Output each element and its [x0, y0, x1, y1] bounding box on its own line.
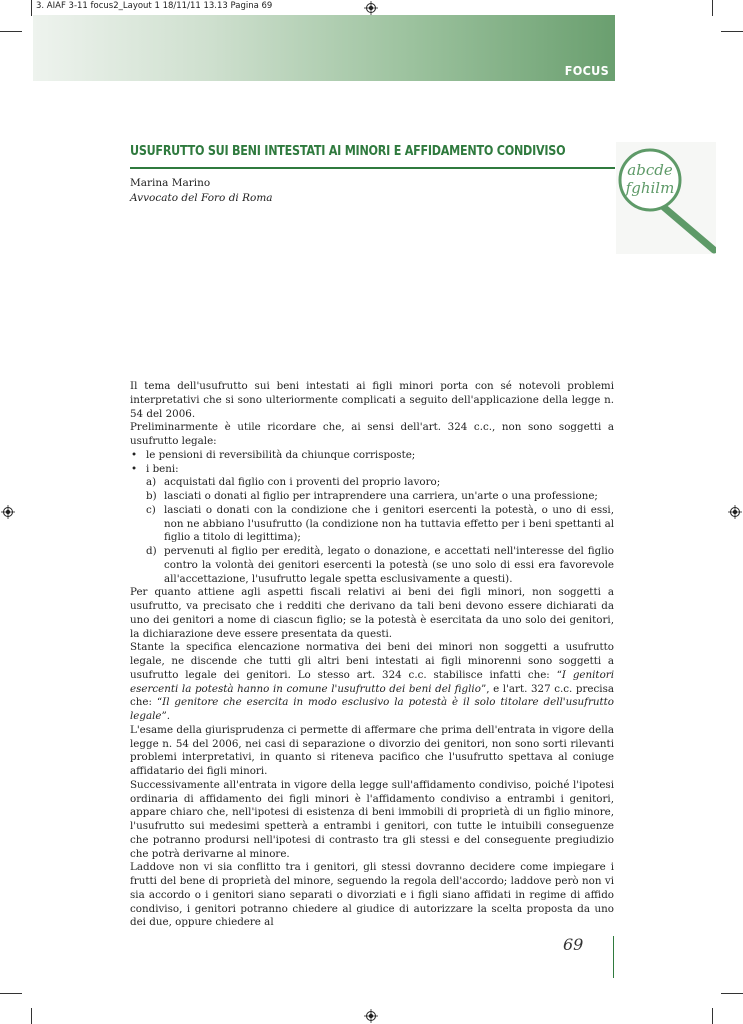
section-banner	[33, 15, 615, 81]
bullet-list	[130, 449, 614, 477]
svg-text:fghilm: fghilm	[625, 179, 675, 197]
list-item: a) acquistati dal figlio con i proventi del proprio lavoro;	[146, 476, 441, 489]
paragraph: Preliminarmente è utile ricordare che, ai sensi dell'art. 324 c.c., non sono soggetti a usufrutto legale:	[130, 421, 614, 447]
registration-mark-icon	[728, 505, 742, 519]
paragraph: L'esame della giurisprudenza ci permette di affermare che prima dell'entrata in vigore della legge n. 54 del 2006, nei casi di separazione o divorzio dei genitori, non sono sorti rilevanti problemi interpretativi, in quanto si riteneva pacifico che l'usufrutto spettava al coniuge affidatario dei figli minori.	[130, 723, 614, 777]
crop-mark	[0, 993, 22, 994]
magnifier-logo	[616, 142, 716, 254]
crop-mark	[721, 31, 743, 32]
registration-mark-icon	[1, 505, 15, 519]
page-number-rule	[613, 936, 614, 978]
article-body	[130, 380, 614, 930]
registration-mark-icon	[364, 1009, 378, 1023]
list-item: • i beni:	[131, 462, 179, 475]
print-slug: 3. AIAF 3-11 focus2_Layout 1 18/11/11 13.13 Pagina 69	[36, 1, 273, 11]
list-item: d) pervenuti al figlio per eredità, legato o donazione, e accettati nell'interesse del figlio contro la volontà dei genitori esercenti la potestà (se uno solo di essi era favorevole all'accettazione, l'usufrutto legale spetta esclusivamente a questi).	[146, 545, 614, 585]
title-divider	[130, 167, 615, 169]
article-author: Marina Marino	[130, 177, 211, 189]
list-item: • le pensioni di reversibilità da chiunque corrisposte;	[131, 448, 416, 461]
registration-mark-icon	[364, 1, 378, 15]
magnifier-icon	[616, 142, 716, 254]
crop-mark	[712, 1008, 713, 1024]
paragraph: Per quanto attiene agli aspetti fiscali relativi ai beni dei figli minori, non soggetti a usufrutto, va precisato che i redditi che derivano da tali beni devono essere dichiarati da uno dei genitori a nome di ciascun figlio; se la potestà è esercitata da uno solo dei genitori, la dichiarazione deve essere presentata da questi.	[130, 586, 614, 640]
crop-mark	[0, 31, 22, 32]
paragraph: Stante la specifica elencazione normativa dei beni dei minori non soggetti a usufrutto legale, ne discende che tutti gli altri beni intestati ai figli minorenni sono soggetti a usufrutto legale dei genitori. Lo stesso art. 324 c.c. stabilisce infatti che: “I genitori esercenti la potestà hanno in comune l'usufrutto dei beni del figlio”, e l'art. 327 c.c. precisa che: “Il genitore che esercita in modo esclusivo la potestà è il solo titolare dell'usufrutto legale”.	[130, 641, 614, 722]
crop-mark	[721, 993, 743, 994]
list-item: b) lasciati o donati al figlio per intraprendere una carriera, un'arte o una professione;	[146, 490, 598, 502]
paragraph: Il tema dell'usufrutto sui beni intestati ai figli minori porta con sé notevoli problemi interpretativi che si sono ulteriormente complicati a seguito dell'applicazione della legge n. 54 del 2006.	[130, 380, 614, 420]
article-title: USUFRUTTO SUI BENI INTESTATI AI MINORI E AFFIDAMENTO CONDIVISO	[130, 144, 566, 159]
sub-list	[130, 476, 614, 586]
page-number: 69	[563, 935, 584, 954]
crop-mark	[31, 1008, 32, 1024]
paragraph: Successivamente all'entrata in vigore della legge sull'affidamento condiviso, poiché l'ipotesi ordinaria di affidamento dei figli minori è l'affidamento condiviso a entrambi i genitori, appare chiaro che, nell'ipotesi di esistenza di beni immobili di proprietà di un figlio minore, l'usufrutto sui medesimi spetterà a entrambi i genitori, con tutte le intuibili conseguenze che potranno prodursi nell'ipotesi di contrasto tra gli stessi e del conseguente pregiudizio che potrà derivarne al minore.	[130, 778, 614, 860]
paragraph: Laddove non vi sia conflitto tra i genitori, gli stessi dovranno decidere come impiegare i frutti del bene di proprietà del minore, seguendo la regola dell'accordo; laddove però non vi sia accordo o i genitori siano separati o divorziati e i figli siano affidati in regime di affido condiviso, i genitori potranno chiedere al giudice di autorizzare la scelta proposta da uno dei due, oppure chiedere al	[130, 861, 614, 929]
author-role: Avvocato del Foro di Roma	[130, 192, 273, 204]
section-label: FOCUS	[564, 63, 609, 78]
crop-mark	[712, 0, 713, 16]
crop-mark	[31, 0, 32, 16]
svg-text:abcde: abcde	[627, 161, 673, 179]
list-item: c) lasciati o donati con la condizione che i genitori esercenti la potestà, o uno di essi, non ne abbiano l'usufrutto (la condizione non ha tuttavia effetto per i beni spettanti al figlio a titolo di legittima);	[146, 503, 614, 544]
